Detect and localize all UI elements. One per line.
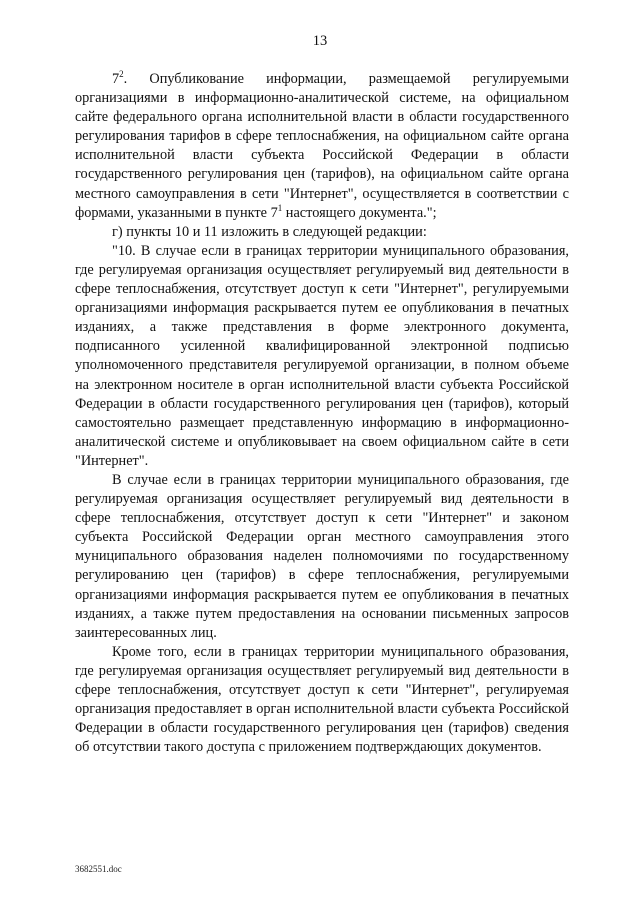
paragraph-7-2 <box>75 70 569 223</box>
paragraph-amend-10-11 <box>75 223 569 242</box>
paragraph-text: "10. В случае если в границах территории муниципального образования, где регулируемая организация осуществляет регулируемый вид деятельности в сфере теплоснабжения, отсутствует доступ к сети "Интернет", регулируемыми организациями информация раскрывается путем ее опубликования в печатных изданиях, а также представления в форме электронного документа, подписанного усиленной квалифицированной электронной подписью уполномоченного представителя регулируемой организации, в полном объеме на электронном носителе в орган исполнительной власти субъекта Российской Федерации в области государственного регулирования цен (тарифов), который самостоятельно размещает представленную информацию в информационно-аналитической системе и опубликовывает на своем официальном сайте в сети "Интернет". <box>75 242 569 469</box>
page-number: 13 <box>312 33 328 49</box>
document-body <box>75 70 569 757</box>
paragraph-text: 7 <box>112 71 120 87</box>
paragraph-10 <box>75 242 569 471</box>
paragraph-text: г) пункты 10 и 11 изложить в следующей редакции: <box>112 223 427 240</box>
superscript: 1 <box>277 202 283 213</box>
paragraph-10-second <box>75 471 569 643</box>
file-name-footer: 3682551.doc <box>75 864 122 874</box>
paragraph-text: . Опубликование информации, размещаемой регулируемыми организациями в информационно-аналитической системе, на официальном сайте федерального органа исполнительной власти в области государственного регулирования тарифов в сфере теплоснабжения, на официальном сайте органа исполнительной власти субъекта Российской Федерации в области государственного регулирования цен (тарифов), на официальном сайте органа местного самоуправления в сети "Интернет", осуществляется в соответствии с формами, указанными в пункте 7 <box>75 71 569 221</box>
superscript: 2 <box>119 69 124 79</box>
paragraph-text: настоящего документа."; <box>282 204 437 221</box>
paragraph-text: Кроме того, если в границах территории муниципального образования, где регулируемая организация осуществляет регулируемый вид деятельности в сфере теплоснабжения, отсутствует доступ к сети "Интернет", регулируемая организация предоставляет в орган исполнительной власти субъекта Российской Федерации в области государственного регулирования цен (тарифов) сведения об отсутствии такого доступа с приложением подтверждающих документов. <box>75 643 569 756</box>
paragraph-10-third <box>75 643 569 758</box>
paragraph-text: В случае если в границах территории муниципального образования, где регулируемая организация осуществляет регулируемый вид деятельности в сфере теплоснабжения, отсутствует доступ к сети "Интернет" и законом субъекта Российской Федерации орган местного самоуправления этого муниципального образования наделен полномочиями по государственному регулированию цен (тарифов) в сфере теплоснабжения, регулируемыми организациями информация раскрывается путем ее опубликования в печатных изданиях, а также путем предоставления на основании письменных запросов заинтересованных лиц. <box>75 471 569 641</box>
